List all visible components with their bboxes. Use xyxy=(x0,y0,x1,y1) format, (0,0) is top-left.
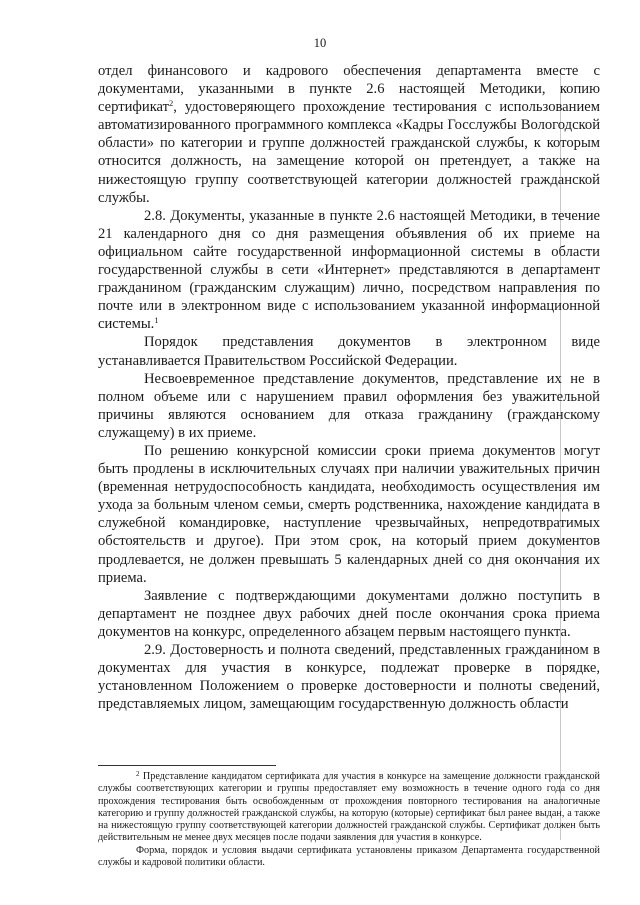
footnote-text: Форма, порядок и условия выдачи сертификата установлены приказом Департамента государственной службы и кадровой политики области. xyxy=(98,844,600,869)
paragraph-text: Заявление с подтверждающими документами должно поступить в департамент не позднее двух рабочих дней после окончания срока приема документов на конкурс, определенного абзацем первым настоящего пункта. xyxy=(98,587,600,640)
paragraph-text: 2.8. Документы, указанные в пункте 2.6 настоящей Методики, в течение 21 календарного дня со дня размещения объявления об их приеме на официальном сайте государственной информационной системы в области государственной службы в сети «Интернет» представляются в департамент гражданином (гражданским служащим) лично, посредством направления по почте или в электронном виде с использованием указанной информационной системы. xyxy=(98,207,600,333)
paragraph-text: По решению конкурсной комиссии сроки приема документов могут быть продлены в исключительных случаях при наличии уважительных причин (временная нетрудоспособность кандидата, необходимость осуществления им ухода за больным членом семьи, смерть родственника, нахождение кандидата в служебной командировке, наступление чрезвычайных, непредотвратимых обстоятельств и другое). При этом срок, на который прием документов продлевается, не должен превышать 5 календарных дней со дня окончания их приема. xyxy=(98,442,600,586)
paragraph xyxy=(98,641,600,713)
paragraph-text: Несвоевременное представление документов, представление их не в полном объеме или с нарушением правил оформления без уважительной причины являются основанием для отказа гражданину (гражданскому служащему) в их приеме. xyxy=(98,370,600,441)
footnote xyxy=(98,845,600,870)
footnotes xyxy=(98,771,600,869)
paragraph xyxy=(98,207,600,334)
paragraph-text: , удостоверяющего прохождение тестирования с использованием автоматизированного программного комплекса «Кадры Госслужбы Вологодской области» по категории и группе должностей гражданской службы, к которым относится должность, на замещение которой он претендует, а также на нижестоящую группу соответствующей категории должностей гражданской службы. xyxy=(98,99,600,206)
footnote-ref: 1 xyxy=(154,315,159,326)
paragraph xyxy=(98,587,600,641)
document-body xyxy=(98,62,600,713)
page-number: 10 xyxy=(313,36,327,50)
paragraph-text: Порядок представления документов в электронном виде устанавливается Правительством Российской Федерации. xyxy=(98,334,600,369)
paragraph xyxy=(98,333,600,369)
paragraph-text: 2.9. Достоверность и полнота сведений, представленных гражданином в документах для участия в конкурсе, подлежат проверке в порядке, установленном Положением о проверке достоверности и полноты сведений, представляемых лицом, замещающим государственную должность области xyxy=(98,642,600,713)
paragraph xyxy=(98,370,600,442)
paragraph xyxy=(98,442,600,587)
footnote xyxy=(98,771,600,845)
footnote-marker: 2 xyxy=(136,770,140,778)
footnote-text: Представление кандидатом сертификата для участия в конкурсе на замещение должности гражданской службы соответствующих категории и группы предоставляет ему возможность в течение одного года со дня прохождения тестирования быть освобожденным от прохождения повторного тестирования на аналогичные категорию и группу должностей гражданской службы, на которую (которые) сертификат был ранее выдан, а также на нижестоящую группу соответствующей категории должностей гражданской службы. Сертификат должен быть действительным не менее двух месяцев после подачи заявления для участия в конкурсе. xyxy=(98,771,600,844)
footnote-ref: 2 xyxy=(169,98,174,109)
footnote-separator xyxy=(98,765,276,766)
paragraph xyxy=(98,62,600,207)
paragraph-text: отдел финансового и кадрового обеспечения департамента вместе с документами, указанными в пункте 2.6 настоящей Методики, копию сертификат xyxy=(98,63,600,116)
